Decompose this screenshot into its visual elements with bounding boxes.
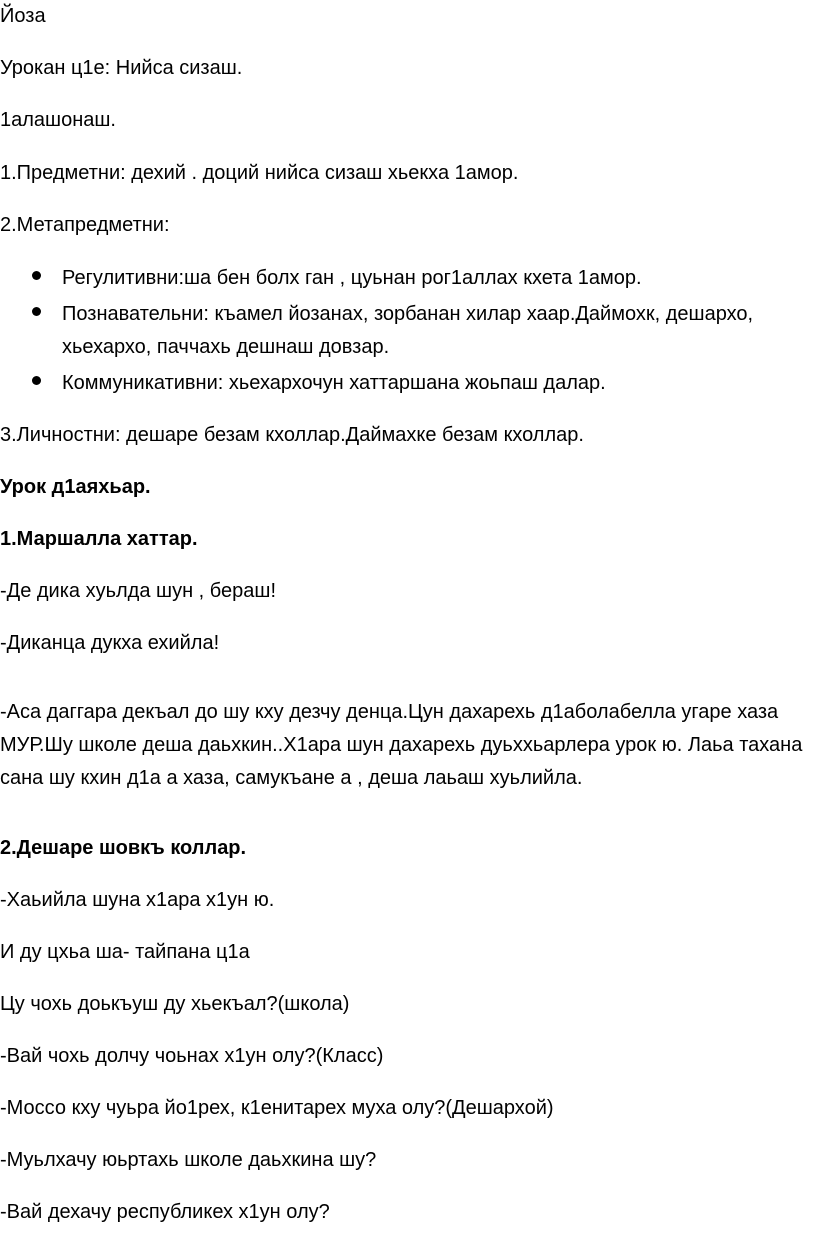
bullet-icon: [32, 271, 41, 280]
section2-line: Цу чохь доькъуш ду хьекъал?(школа): [0, 993, 350, 1015]
bullet-icon: [32, 376, 41, 385]
section1-heading: 1.Маршалла хаттар.: [0, 528, 198, 550]
section1-paragraph: -Аса даггара декъал до шу кху дезчу денца.Цун дахарехь д1аболабелла угаре хаза МУР.Шу школе деша даьхкин..Х1ара шун дахарехь дуьххьарлера урок ю. Лаьа тахана сана шу кхин д1а а хаза, самукъане а , деша лаьаш хуьлийла.: [0, 701, 803, 789]
subject-results: 1.Предметни: дехий . доций нийса сизаш хьекха 1амор.: [0, 162, 519, 184]
metasubject-item-text: Коммуникативни: хьехархочун хаттаршана жоьпаш далар.: [62, 372, 606, 394]
section2-heading: 2.Дешаре шовкъ коллар.: [0, 837, 247, 859]
section2-line: -Хаьийла шуна х1ара х1ун ю.: [0, 889, 275, 911]
metasubject-item-text: Познавательни: къамел йозанах, зорбанан хилар хаар.Даймохк, дешархо, хьехархо, паччахь дешнаш довзар.: [62, 303, 754, 358]
section2-line: -Моссо кху чуьра йо1рех, к1енитарех муха олу?(Дешархой): [0, 1097, 554, 1119]
section1-line-reply: -Диканца дукха ехийла!: [0, 632, 220, 654]
lesson-topic: Урокан ц1е: Нийса сизаш.: [0, 57, 243, 79]
personal-results: 3.Личностни: дешаре безам кхоллар.Даймахке безам кхоллар.: [0, 424, 584, 446]
metasubject-heading: 2.Метапредметни:: [0, 214, 170, 236]
section2-line: -Вай чохь долчу чоьнах х1ун олу?(Класс): [0, 1045, 384, 1067]
metasubject-item-text: Регулитивни:ша бен болх ган , цуьнан рог1аллах кхета 1амор.: [62, 267, 642, 289]
section2-line: -Муьлхачу юьртахь школе даьхкина шу?: [0, 1149, 377, 1171]
section2-line: И ду цхьа ша- тайпана ц1а: [0, 941, 250, 963]
section2-line: -Вай дехачу республикех х1ун олу?: [0, 1201, 330, 1223]
section1-line-greeting: -Де дика хуьлда шун , бераш!: [0, 580, 276, 602]
bullet-icon: [32, 307, 41, 316]
lesson-course-heading: Урок д1аяхьар.: [0, 476, 151, 498]
objectives-heading: 1алашонаш.: [0, 109, 116, 131]
document-title: Йоза: [0, 5, 46, 27]
